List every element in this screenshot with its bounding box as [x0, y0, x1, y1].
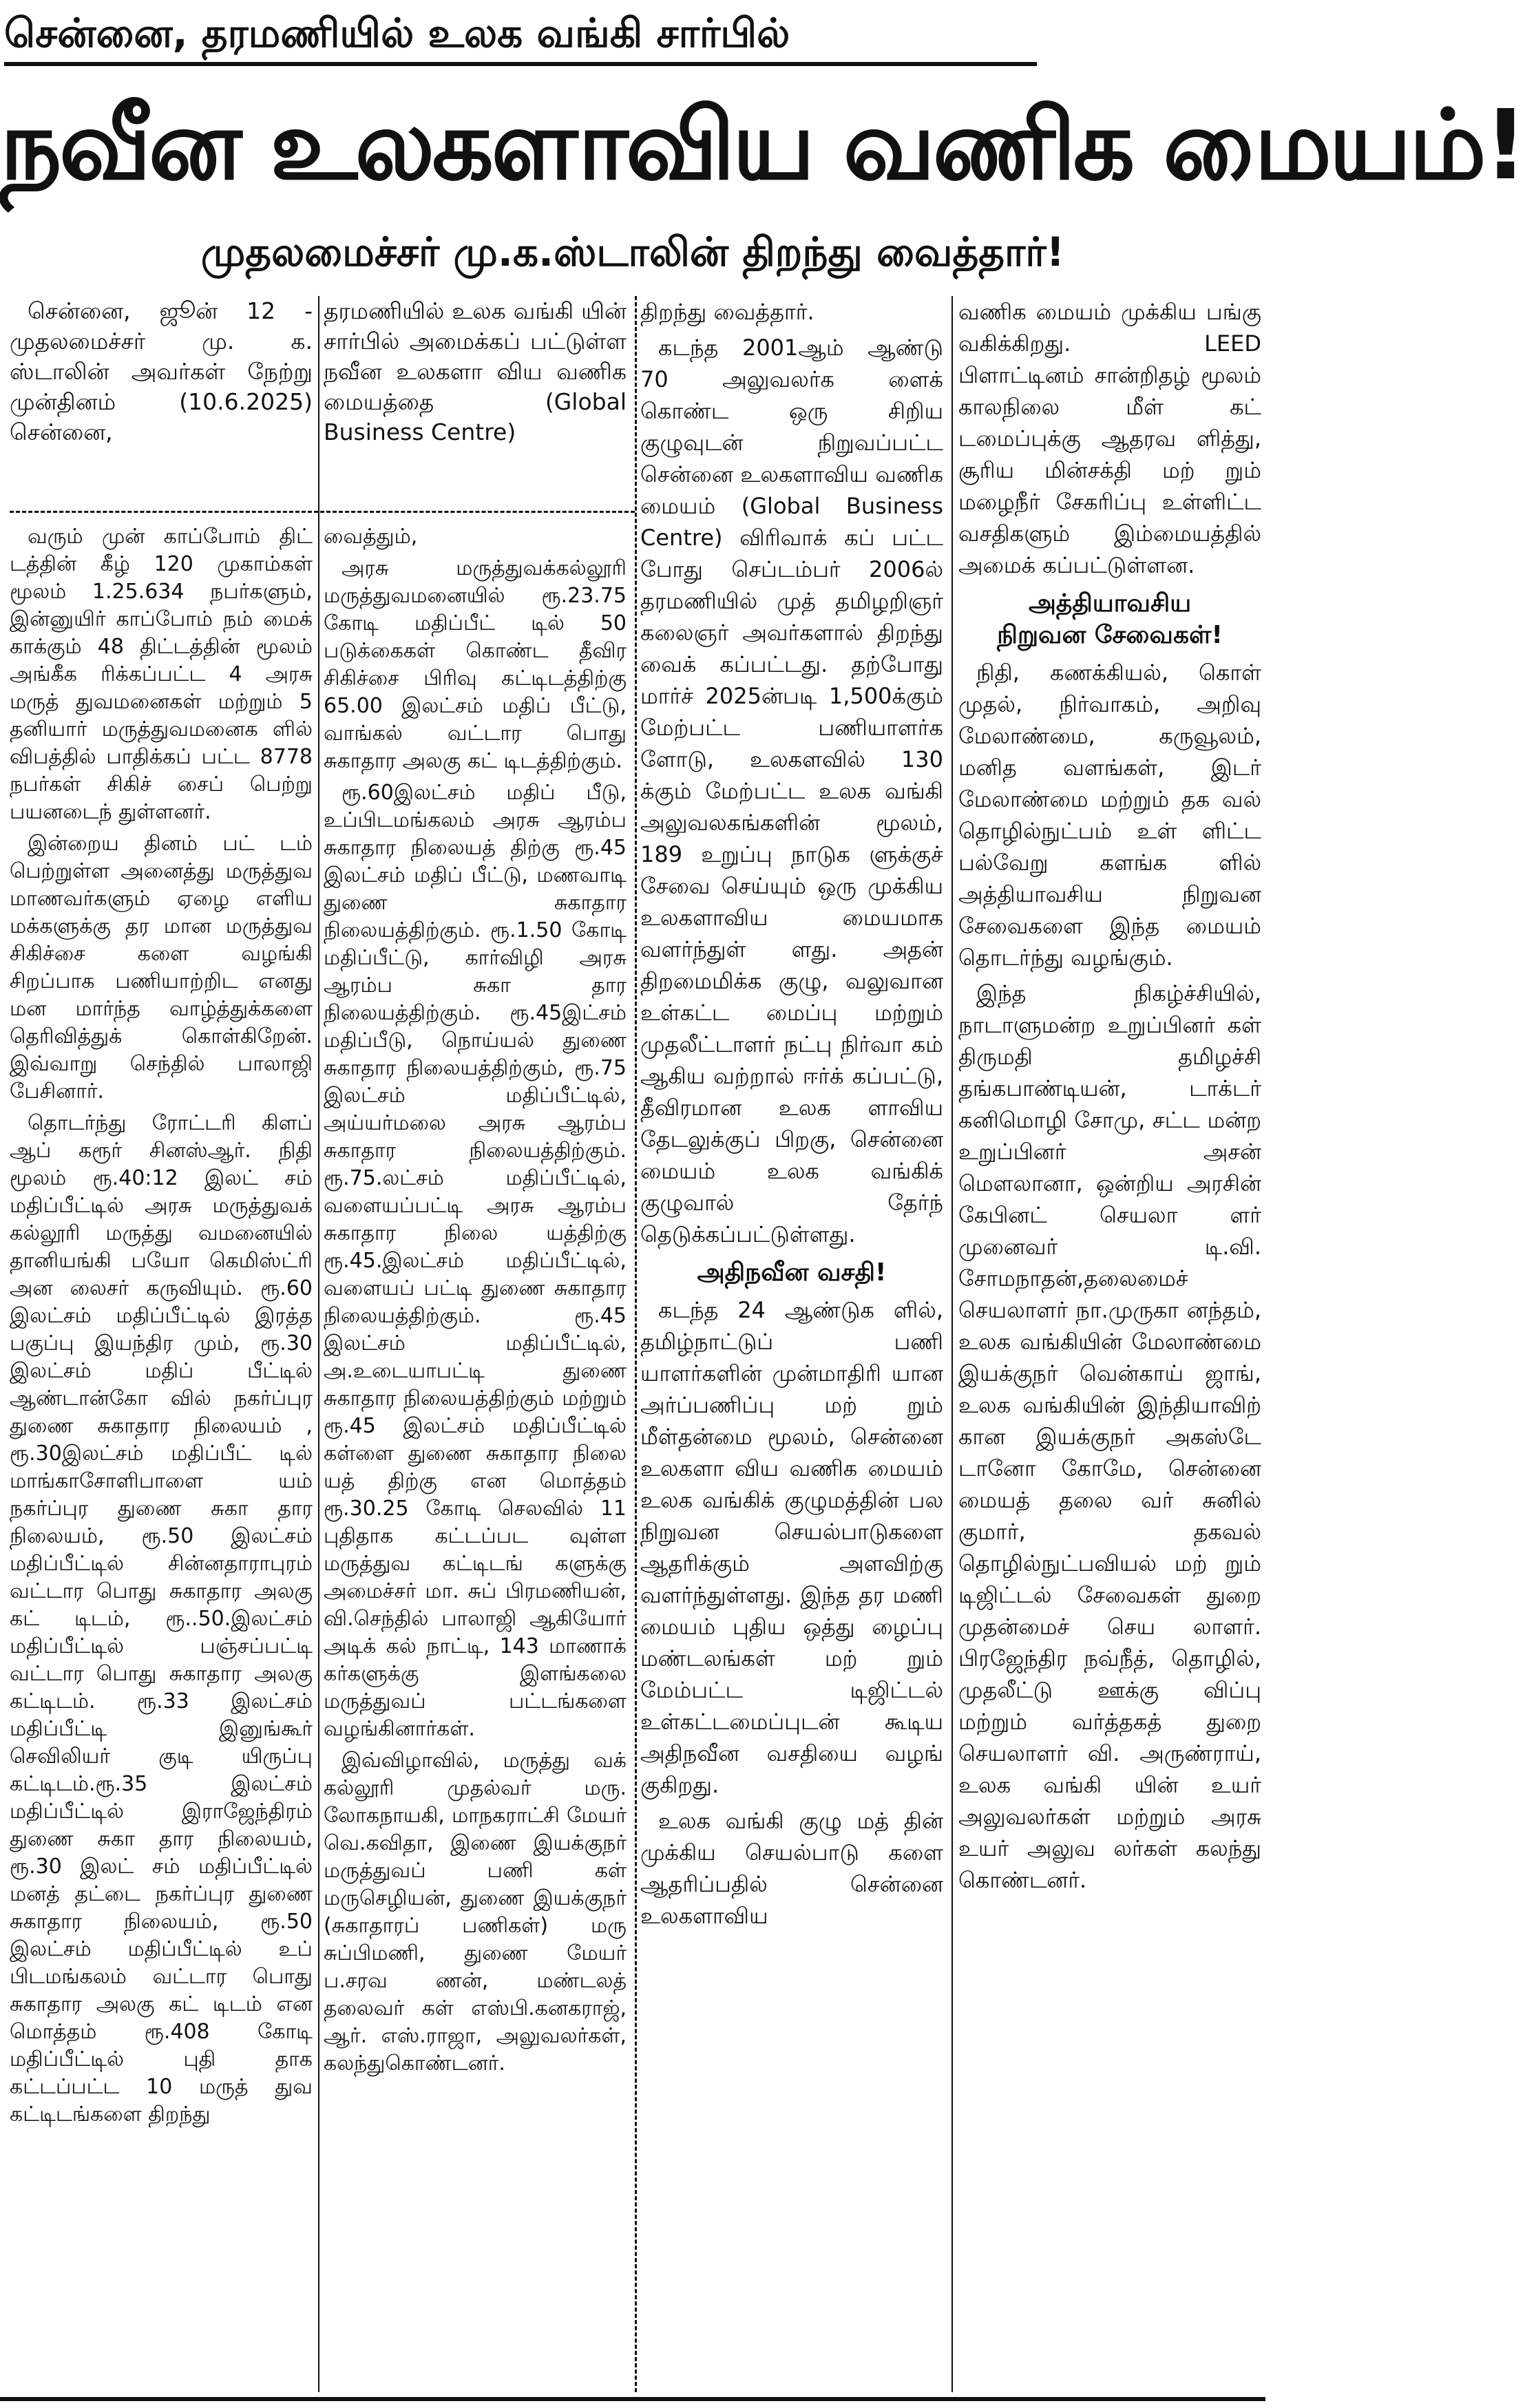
- paragraph: வரும் முன் காப்போம் திட் டத்தின் கீழ் 120 முகாம்கள் மூலம் 1.25.634 நபர்களும், இன்னுயிர் காப்போம் நம் மைக் காக்கும் 48 திட்டத்தின் மூலம் அங்கீக ரிக்கப்பட்ட 4 அரசு மருத் துவமனைகள் மற்றும் 5 தனியார் மருத்துவமனைக ளில் விபத்தில் பாதிக்கப் பட்ட 8778 நபர்கள் சிகிச் சைப் பெற்று பயனடைந் துள்ளனர்.: [10, 525, 313, 824]
- paragraph: திறந்து வைத்தார்.: [640, 299, 814, 325]
- paragraph: கடந்த 24 ஆண்டுக ளில், தமிழ்நாட்டுப் பணி யாளர்களின் முன்மாதிரி யான அர்ப்பணிப்பு மற் றும் மீள்தன்மை மூலம், சென்னை உலகளா விய வணிக மையம் உலக வங்கிக் குழுமத்தின் பல நிறுவன செயல்பாடுகளை ஆதரிக்கும் அளவிற்கு வளர்ந்துள்ளது. இந்த தர மணி மையம் புதிய ஒத்து ழைப்பு மண்டலங்கள் மற் றும் மேம்பட்ட டிஜிட்டல் உள்கட்டமைப்புடன் கூடிய அதிநவீன வசதியை வழங் குகிறது.: [640, 1297, 943, 1798]
- section-heading-line-1: அத்தியாவசிய: [1028, 589, 1192, 617]
- lead-column-1: [10, 296, 313, 503]
- paragraph: வைத்தும்,: [324, 525, 418, 549]
- lead-column-2: [324, 296, 627, 503]
- paragraph: அரசு மருத்துவக்கல்லூரி மருத்துவமனையில் ரூ.23.75 கோடி மதிப்பீட் டில் 50 படுக்கைகள் கொண்ட தீவிர சிகிச்சை பிரிவு கட்டிடத்திற்கு 65.00 இலட்சம் மதிப் பீட்டு, வாங்கல் வட்டார பொது சுகாதார அலகு கட் டிடத்திற்கும்.: [324, 556, 627, 773]
- kicker-underline: [4, 62, 1037, 66]
- column-divider-1: [318, 296, 319, 2392]
- headline: நவீன உலகளாவிய வணிக மையம்!: [0, 89, 1525, 202]
- article-column-1: [10, 523, 313, 2389]
- kicker-line: சென்னை, தரமணியில் உலக வங்கி சார்பில்: [4, 10, 790, 56]
- paragraph: தொடர்ந்து ரோட்டரி கிளப் ஆப் கரூர் சினஸ்ஆர். நிதி மூலம் ரூ.40:12 இலட் சம் மதிப்பீட்டில் அரசு மருத்துவக் கல்லூரி மருத்து வமனையில் தானியங்கி பயோ கெமிஸ்ட்ரி அன லைசர் கருவியும். ரூ.60 இலட்சம் மதிப்பீட்டில் இரத்த பகுப்பு இயந்திர மும், ரூ.30 இலட்சம் மதிப் பீட்டில் ஆண்டான்கோ வில் நகர்ப்புர துணை சுகாதார நிலையம் , ரூ.30இலட்சம் மதிப்பீட் டில் மாங்காசோளிபாளை யம் நகர்ப்புர துணை சுகா தார நிலையம், ரூ.50 இலட்சம் மதிப்பீட்டில் சின்னதாராபுரம் வட்டார பொது சுகாதார அலகு கட் டிடம், ரூ..50.இலட்சம் மதிப்பீட்டில் பஞ்சப்பட்டி வட்டார பொது சுகாதார அலகு கட்டிடம். ரூ.33 இலட்சம் மதிப்பீட்டி இனுங்கூர் செவிலியர் குடி யிருப்பு கட்டிடம்.ரூ.35 இலட்சம் மதிப்பீட்டில் இராஜேந்திரம் துணை சுகா தார நிலையம், ரூ.30 இலட் சம் மதிப்பீட்டில் மனத் தட்டை நகர்ப்புர துணை சுகாதார நிலையம், ரூ.50 இலட்சம் மதிப்பீட்டில் உப் பிடமங்கலம் வட்டார பொது சுகாதார அலகு கட் டிடம் என மொத்தம் ரூ.408 கோடி மதிப்பீட்டில் புதி தாக கட்டப்பட்ட 10 மருத் துவ கட்டிடங்களை திறந்து: [10, 1111, 313, 2126]
- lead-paragraph-2: தரமணியில் உலக வங்கி யின் சார்பில் அமைக்கப் பட்டுள்ள நவீன உலகளா விய வணிக மையத்தை (Global Business Centre): [324, 297, 627, 445]
- section-heading-line-2: நிறுவன சேவைகள்!: [997, 621, 1223, 649]
- bottom-rule: [0, 2397, 1265, 2401]
- paragraph: நிதி, கணக்கியல், கொள் முதல், நிர்வாகம், அறிவு மேலாண்மை, கருவூலம், மனித வளங்கள், இடர் மேலாண்மை மற்றும் தக வல் தொழில்நுட்பம் உள் ளிட்ட பல்வேறு களங்க ளில் அத்தியாவசிய நிறுவன சேவைகளை இந்த மையம் தொடர்ந்து வழங்கும்.: [958, 659, 1261, 971]
- article-column-2: [324, 523, 627, 2389]
- paragraph: இந்த நிகழ்ச்சியில், நாடாளுமன்ற உறுப்பினர் கள் திருமதி தமிழச்சி தங்கபாண்டியன், டாக்டர் கனிமொழி சோமு, சட்ட மன்ற உறுப்பினர் அசன் மௌலானா, ஒன்றிய அரசின் கேபினட் செயலா ளர் முனைவர் டி.வி. சோமநாதன்,தலைமைச் செயலாளர் நா.முருகா னந்தம், உலக வங்கியின் மேலாண்மை இயக்குநர் வென்காய் ஜாங், உலக வங்கியின் இந்தியாவிற் கான இயக்குநர் அகஸ்டே டானோ கோமே, சென்னை மையத் தலை வர் சுனில் குமார், தகவல் தொழில்நுட்பவியல் மற் றும் டிஜிட்டல் சேவைகள் துறை முதன்மைச் செய லாளர். பிரஜேந்திர நவ்நீத், தொழில், முதலீட்டு ஊக்கு விப்பு மற்றும் வர்த்தகத் துறை செயலாளர் வி. அருண்ராய், உலக வங்கி யின் உயர் அலுவலர்கள் மற்றும் அரசு உயர் அலுவ லர்கள் கலந்து கொண்டனர்.: [958, 980, 1261, 1893]
- article-column-3: [640, 296, 943, 2389]
- subheadline: முதலமைச்சர் மு.க.ஸ்டாலின் திறந்து வைத்தார்!: [200, 229, 1065, 275]
- paragraph: இன்றைய தினம் பட் டம் பெற்றுள்ள அனைத்து மருத்துவ மாணவர்களும் ஏழை எளிய மக்களுக்கு தர மான மருத்துவ சிகிச்சை களை வழங்கி சிறப்பாக பணியாற்றிட எனது மன மார்ந்த வாழ்த்துக்களை தெரிவித்துக் கொள்கிறேன். இவ்வாறு செந்தில் பாலாஜி பேசினார்.: [10, 832, 313, 1103]
- lead-box-divider: [10, 511, 635, 513]
- paragraph: ரூ.60இலட்சம் மதிப் பீடு, உப்பிடமங்கலம் அரசு ஆரம்ப சுகாதார நிலையத் திற்கு ரூ.45 இலட்சம் மதிப் பீட்டு, மணவாடி துணை சுகாதார நிலையத்திற்கும். ரூ.1.50 கோடி மதிப்பீட்டு, கார்விழி அரசு ஆரம்ப சுகா தார நிலையத்திற்கும். ரூ.45இட்சம் மதிப்பீடு, நொய்யல் துணை சுகாதார நிலையத்திற்கும், ரூ.75 இலட்சம் மதிப்பீட்டில், அய்யர்மலை அரசு ஆரம்ப சுகாதார நிலையத்திற்கும். ரூ.75.லட்சம் மதிப்பீட்டில், வளையப்பட்டி அரசு ஆரம்ப சுகாதார நிலை யத்திற்கு ரூ.45.இலட்சம் மதிப்பீட்டில், வளையப் பட்டி துணை சுகாதார நிலையத்திற்கும். ரூ.45 இலட்சம் மதிப்பீட்டில், அ.உடையாபட்டி துணை சுகாதார நிலையத்திற்கும் மற்றும் ரூ.45 இலட்சம் மதிப்பீட்டில் கள்ளை துணை சுகாதார நிலை யத் திற்கு என மொத்தம் ரூ.30.25 கோடி செலவில் 11 புதிதாக கட்டப்பட வுள்ள மருத்துவ கட்டிடங் களுக்கு அமைச்சர் மா. சுப் பிரமணியன், வி.செந்தில் பாலாஜி ஆகியோர் அடிக் கல் நாட்டி, 143 மாணாக் கர்களுக்கு இளங்கலை மருத்துவப் பட்டங்களை வழங்கினார்கள்.: [324, 781, 627, 1741]
- article-column-4: [958, 296, 1261, 2389]
- column-divider-3: [951, 296, 953, 2392]
- section-heading: அதிநவீன வசதி!: [697, 1258, 887, 1287]
- paragraph: இவ்விழாவில், மருத்து வக் கல்லூரி முதல்வர் மரு. லோகநாயகி, மாநகராட்சி மேயர் வெ.கவிதா, இணை இயக்குநர் மருத்துவப் பணி கள் மருசெழியன், துணை இயக்குநர் (சுகாதாரப் பணிகள்) மரு சுப்பிமணி, துணை மேயர் ப.சரவ ணன், மண்டலத் தலைவர் கள் எஸ்பி.கனகராஜ், ஆர். எஸ்.ராஜா, அலுவலர்கள், கலந்துகொண்டனர்.: [324, 1749, 627, 2076]
- paragraph: வணிக மையம் முக்கிய பங்கு வகிக்கிறது. LEED பிளாட்டினம் சான்றிதழ் மூலம் காலநிலை மீள் கட் டமைப்புக்கு ஆதரவ ளித்து, சூரிய மின்சக்தி மற் றும் மழைநீர் சேகரிப்பு உள்ளிட்ட வசதிகளும் இம்மையத்தில் அமைக் கப்பட்டுள்ளன.: [958, 299, 1261, 578]
- column-divider-2: [635, 296, 637, 2392]
- lead-paragraph-1: சென்னை, ஜூன் 12 - முதலமைச்சர் மு. க. ஸ்டாலின் அவர்கள் நேற்று முன்தினம் (10.6.2025) சென்னை,: [10, 297, 313, 445]
- paragraph: உலக வங்கி குழு மத் தின் முக்கிய செயல்பாடு களை ஆதரிப்பதில் சென்னை உலகளாவிய: [640, 1808, 943, 1929]
- paragraph: கடந்த 2001ஆம் ஆண்டு 70 அலுவலர்க ளைக் கொண்ட ஒரு சிறிய குழுவுடன் நிறுவப்பட்ட சென்னை உலகளாவிய வணிக மையம் (Global Business Centre) விரிவாக் கப் பட்ட போது செப்டம்பர் 2006ல் தரமணியில் முத் தமிழறிஞர் கலைஞர் அவர்களால் திறந்து வைக் கப்பட்டது. தற்போது மார்ச் 2025ன்படி 1,500க்கும் மேற்பட்ட பணியாளர்க ளோடு, உலகளவில் 130 க்கும் மேற்பட்ட உலக வங்கி அலுவலகங்களின் மூலம், 189 உறுப்பு நாடுக ளுக்குச் சேவை செய்யும் ஒரு முக்கிய உலகளாவிய மையமாக வளர்ந்துள் ளது. அதன் திறமைமிக்க குழு, வலுவான உள்கட்ட மைப்பு மற்றும் முதலீட்டாளர் நட்பு நிர்வா கம் ஆகிய வற்றால் ஈர்க் கப்பட்டு, தீவிரமான உலக ளாவிய தேடலுக்குப் பிறகு, சென்னை மையம் உலக வங்கிக் குழுவால் தேர்ந் தெடுக்கப்பட்டுள்ளது.: [640, 335, 943, 1247]
